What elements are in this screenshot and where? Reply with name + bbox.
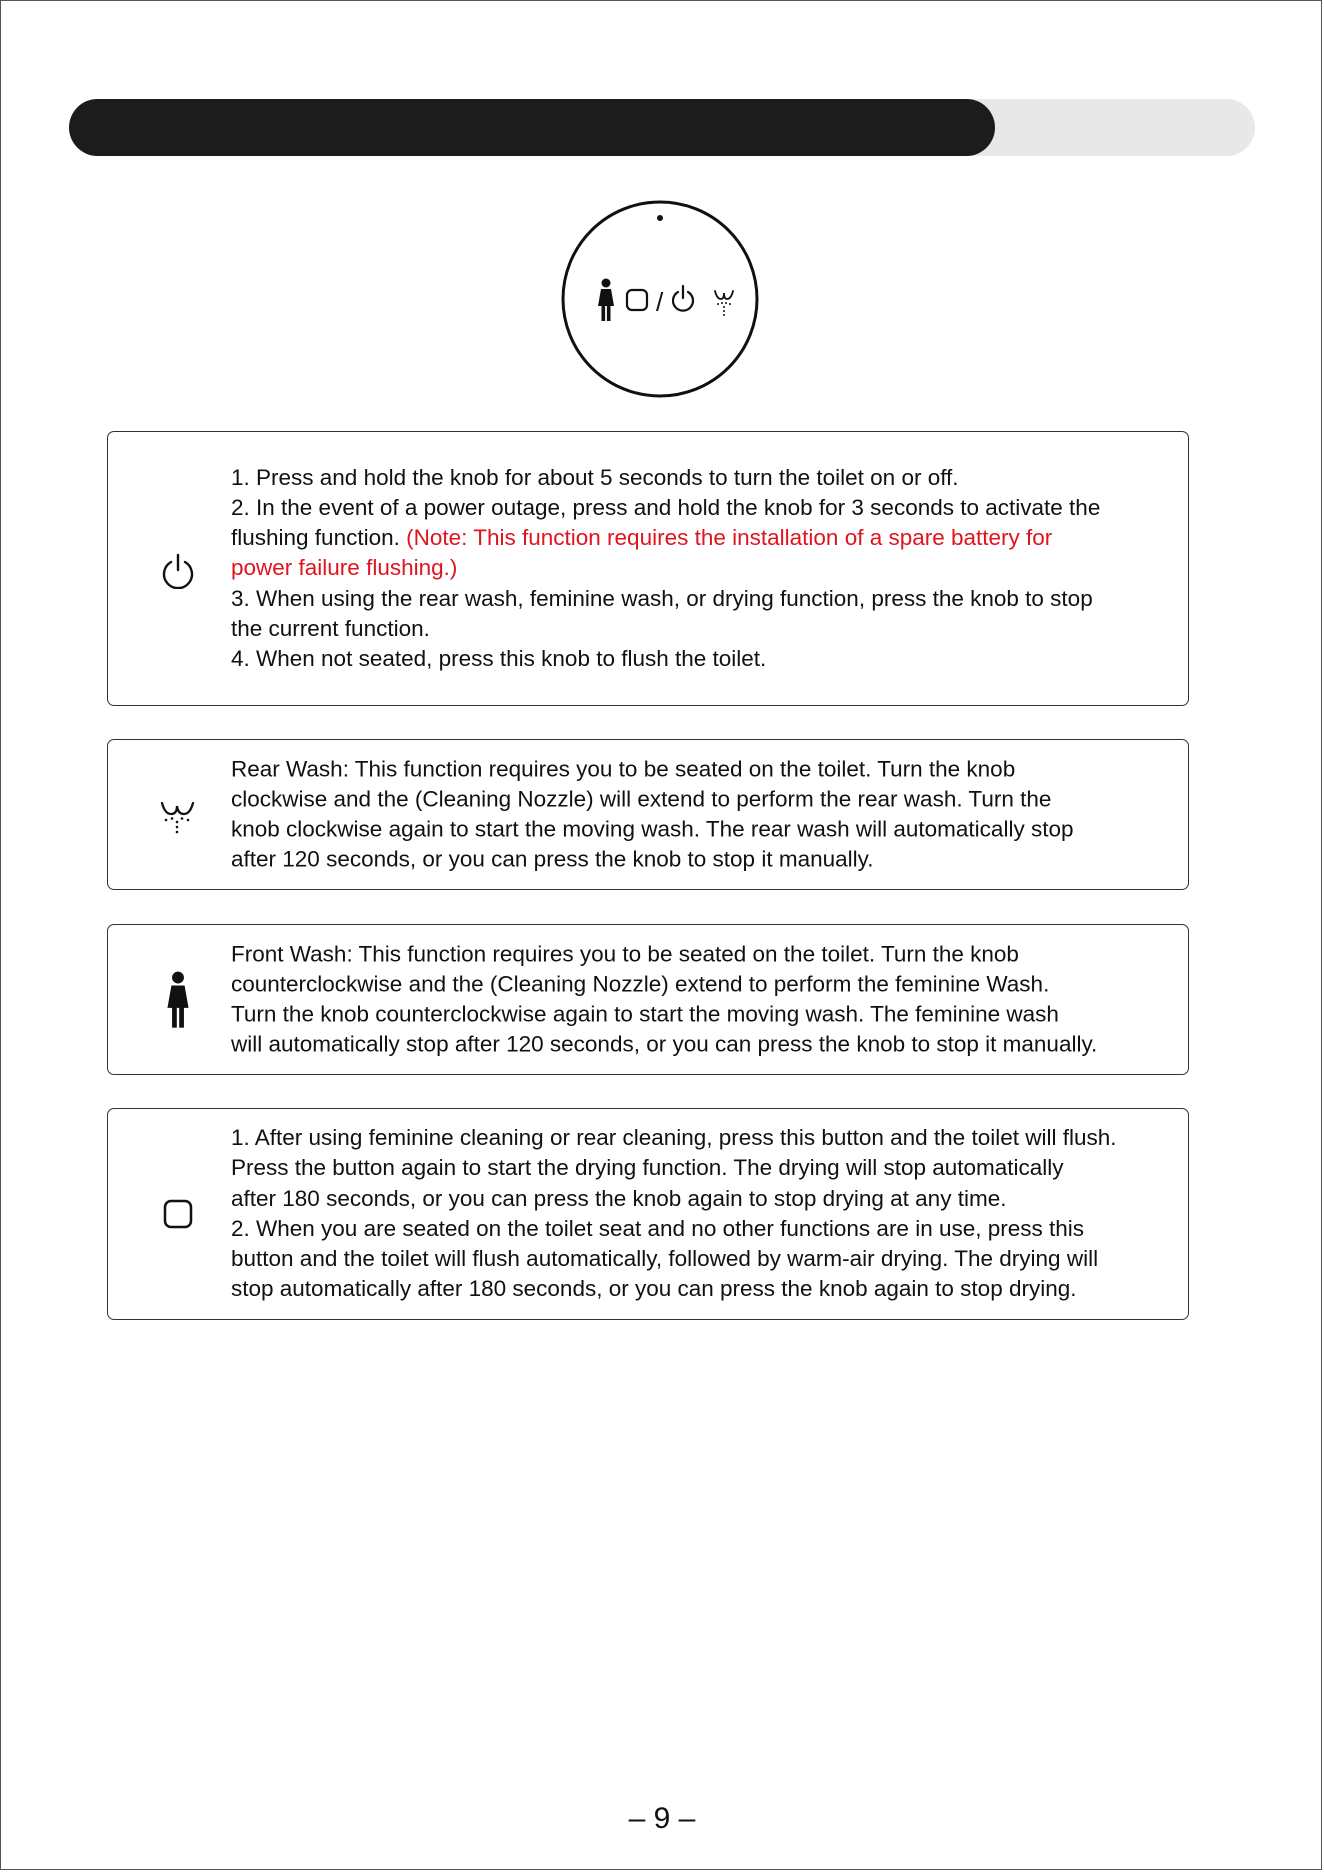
rear-wash-icon (156, 793, 200, 837)
rear-wash-line: knob clockwise again to start the moving wash. The rear wash will automatically stop (231, 816, 1074, 842)
front-wash-line: Front Wash: This function requires you to be seated on the toilet. Turn the knob (231, 940, 1019, 966)
flush-dry-line: button and the toilet will flush automatically, followed by warm-air drying. The drying will (231, 1246, 1099, 1272)
power-icon (156, 547, 200, 591)
flush-dry-line: Press the button again to start the drying function. The drying will stop automatically (231, 1155, 1064, 1181)
power-line-2: 2. In the event of a power outage, press and hold the knob for 3 seconds to activate the (231, 494, 1101, 520)
power-line-3-text: flushing function. (231, 525, 407, 551)
power-function-box (107, 431, 1189, 706)
front-wash-line: will automatically stop after 120 seconds, or you can press the knob to stop it manually. (231, 1031, 1098, 1057)
flush-square-icon (156, 1192, 200, 1236)
power-line-7: 4. When not seated, press this knob to flush the toilet. (231, 646, 767, 672)
power-line-6: the current function. (231, 615, 430, 641)
rear-wash-line: after 120 seconds, or you can press the knob to stop it manually. (231, 846, 874, 872)
power-line-1: 1. Press and hold the knob for about 5 seconds to turn the toilet on or off. (231, 464, 959, 490)
page-number: – 9 – (628, 1802, 696, 1835)
power-line-5: 3. When using the rear wash, feminine wash, or drying function, press the knob to stop (231, 585, 1093, 611)
rear-wash-line: clockwise and the (Cleaning Nozzle) will extend to perform the rear wash. Turn the (231, 786, 1052, 812)
control-knob[interactable] (561, 200, 759, 398)
header-banner (69, 99, 1255, 156)
flush-dry-line: after 180 seconds, or you can press the knob again to stop drying at any time. (231, 1185, 1007, 1211)
flush-dry-description (231, 1123, 1182, 1305)
power-note: (Note: This function requires the installation of a spare battery for (406, 525, 1053, 551)
flush-dry-line: 1. After using feminine cleaning or rear cleaning, press this button and the toilet will flush. (231, 1125, 1117, 1151)
flush-dry-box (107, 1108, 1189, 1320)
knob-separator: / (656, 287, 664, 317)
knob-indicator-dot (657, 215, 663, 221)
front-wash-description (231, 939, 1182, 1060)
front-wash-line: Turn the knob counterclockwise again to start the moving wash. The feminine wash (231, 1001, 1059, 1027)
front-wash-box (107, 924, 1189, 1075)
flush-dry-line: 2. When you are seated on the toilet seat and no other functions are in use, press this (231, 1216, 1085, 1241)
female-icon (156, 978, 200, 1022)
power-description (231, 462, 1182, 674)
flush-dry-line: stop automatically after 180 seconds, or you can press the knob again to stop drying. (231, 1276, 1077, 1302)
power-line-3 (231, 523, 1182, 553)
header-banner-dark-segment (69, 99, 995, 156)
rear-wash-box (107, 739, 1189, 890)
rear-wash-description (231, 754, 1182, 875)
rear-wash-line: Rear Wash: This function requires you to be seated on the toilet. Turn the knob (231, 755, 1016, 781)
front-wash-line: counterclockwise and the (Cleaning Nozzle) extend to perform the feminine Wash. (231, 971, 1050, 997)
power-note-continued: power failure flushing.) (231, 555, 458, 581)
